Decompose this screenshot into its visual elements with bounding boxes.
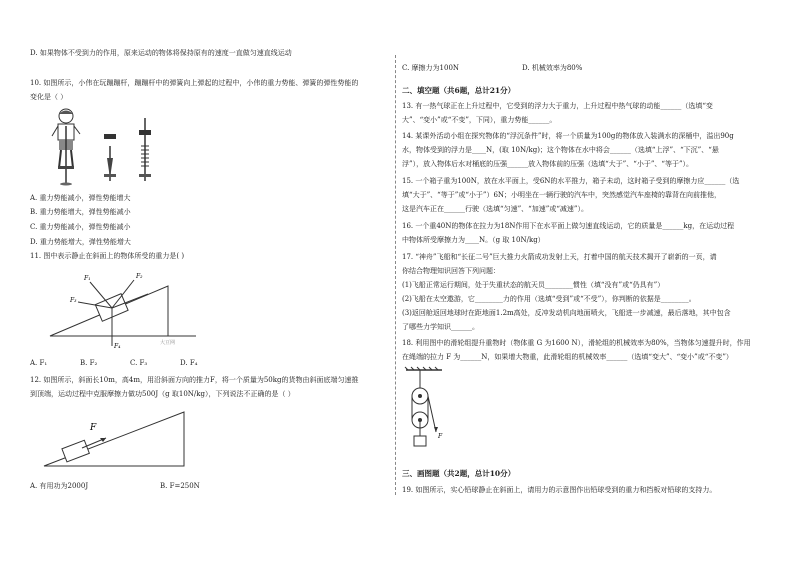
q12-option-d: D. 机械效率为80% <box>522 64 583 72</box>
q16-line1: 16. 一个重40N的物体在拉力为18N作用下在水平面上做匀速直线运动，它的质量是______kg，在运动过程 <box>402 222 735 230</box>
q18-line1: 18. 利用图中的滑轮组提升重物时（物体重 G 为1600 N），滑轮组的机械效率为80%，当物体匀速提升时，作用 <box>402 339 751 347</box>
q10-option-c: C. 重力势能减小，弹性势能减小 <box>30 223 131 231</box>
q13-line1: 13. 有一热气球正在上升过程中，它受到的浮力大于重力，上升过程中热气球的动能______（选填“变 <box>402 102 713 110</box>
q10-stem-line2: 变化是（ ） <box>30 93 68 101</box>
q10-option-b: B. 重力势能增大，弹性势能减小 <box>30 208 131 216</box>
incline-push-figure <box>42 408 192 472</box>
section-fill-in-heading: 二、填空题（共6题，总计21分） <box>402 86 516 95</box>
q10-option-d: D. 重力势能增大，弹性势能增大 <box>30 238 131 246</box>
q17-line2: 你结合物理知识回答下列问题： <box>402 267 500 275</box>
q10-option-a: A. 重力势能减小，弹性势能增大 <box>30 194 131 202</box>
q14-line2: 水，物体受到的浮力是____N，(取 10N/kg)；这个物体在水中将会______（选填“上浮”、“下沉”、“悬 <box>402 146 719 154</box>
q17-sub3-line1: (3)返回舱返回地球时在距地面1.2m高处，反冲发动机向地面喷火，飞船进一步减速，最后落地，其中包含 <box>402 309 731 317</box>
left-column <box>30 0 390 562</box>
force-label-f1: F₁ <box>84 275 91 282</box>
q11-option-c: C. F₃ <box>130 359 148 367</box>
right-column <box>402 0 772 562</box>
incline-forces-figure <box>48 266 198 350</box>
force-label-f4: F₄ <box>114 343 121 350</box>
q15-line3: 这是汽车正在______行驶（选填“匀速”、“加速”或“减速”）。 <box>402 205 588 213</box>
q11-option-b: B. F₂ <box>80 359 98 367</box>
q12-stem-line2: 到顶端，运动过程中克服摩擦力做功500J（g 取10N/kg），下列说法不正确的是（ ） <box>30 390 295 398</box>
q12-option-b: B. F=250N <box>160 482 200 490</box>
pulley-system-figure <box>404 366 448 460</box>
q9-option-d: D. 如果物体不受到力的作用，原来运动的物体将保持原有的速度一直做匀速直线运动 <box>30 49 292 57</box>
pulley-force-label: F <box>438 433 443 440</box>
figure-watermark: 大豆网 <box>160 340 176 346</box>
q14-line1: 14. 某课外活动小组在探究物体的“浮沉条件”时，将一个质量为100g的物体放入装满水的深桶中，溢出90g <box>402 132 734 140</box>
section-drawing-heading: 三、画图题（共2题，总计10分） <box>402 469 516 478</box>
q13-line2: 大”、“变小”或“不变”，下同），重力势能______。 <box>402 116 557 124</box>
q12-stem-line1: 12. 如图所示，斜面长10m，高4m，用沿斜面方向的推力F，将一个质量为50kg的货物由斜面底端匀速推 <box>30 376 359 384</box>
q17-line1: 17. “神舟”飞船和“长征二号”巨大推力火箭成功发射上天，打着中国的航天技术揭开了崭新的一页，请 <box>402 253 717 261</box>
q11-stem: 11. 图中表示静止在斜面上的物体所受的重力是( ) <box>30 252 185 260</box>
column-divider <box>395 55 396 495</box>
q11-option-a: A. F₁ <box>30 359 48 367</box>
force-label-f3: F₃ <box>70 297 77 304</box>
pogo-stick-figure <box>50 106 170 186</box>
q12-option-c: C. 摩擦力为100N <box>402 64 460 72</box>
q11-option-d: D. F₄ <box>180 359 198 367</box>
q15-line1: 15. 一个箱子重为100N，放在水平面上，受6N的水平推力，箱子未动，这时箱子受到的摩擦力应______（选 <box>402 177 740 185</box>
q12-option-a: A. 有用功为2000J <box>30 482 89 490</box>
q15-line2: 填“大于”、“等于”或“小于”）6N；小明坐在一辆行驶的汽车中，突然感觉汽车座椅的靠背在向前推他， <box>402 191 722 199</box>
q18-line2: 在绳端的拉力 F 为______N，如果增大物重，此滑轮组的机械效率______（选填“变大”、“变小”或“不变”） <box>402 353 733 361</box>
q10-stem-line1: 10. 如图所示，小伟在玩蹦蹦杆，蹦蹦杆中的弹簧向上弹起的过程中，小伟的重力势能、弹簧的弹性势能的 <box>30 79 359 87</box>
q17-sub3-line2: 了哪些力学知识______。 <box>402 323 479 331</box>
q17-sub1: (1)飞船正常运行期间，处于失重状态的航天员________惯性（填“没有”或“仍具有”） <box>402 281 665 289</box>
q17-sub2: (2)飞船在太空遨游，它________力的作用（选填“受到”或“不受”），你判断的依据是________。 <box>402 295 696 303</box>
force-label-f2: F₂ <box>136 273 143 280</box>
q16-line2: 中物体所受摩擦力为____N。（g 取 10N/kg） <box>402 236 545 244</box>
q14-line3: 浮”），放入物体后水对桶底的压强______放入物体前的压强（选填“大于”、“小于”、“等于”）。 <box>402 160 694 168</box>
push-force-label: F <box>90 423 97 433</box>
q19-stem: 19. 如图所示，实心铅球静止在斜面上，请用力的示意图作出铅球受到的重力和挡板对铅球的支持力。 <box>402 486 717 494</box>
